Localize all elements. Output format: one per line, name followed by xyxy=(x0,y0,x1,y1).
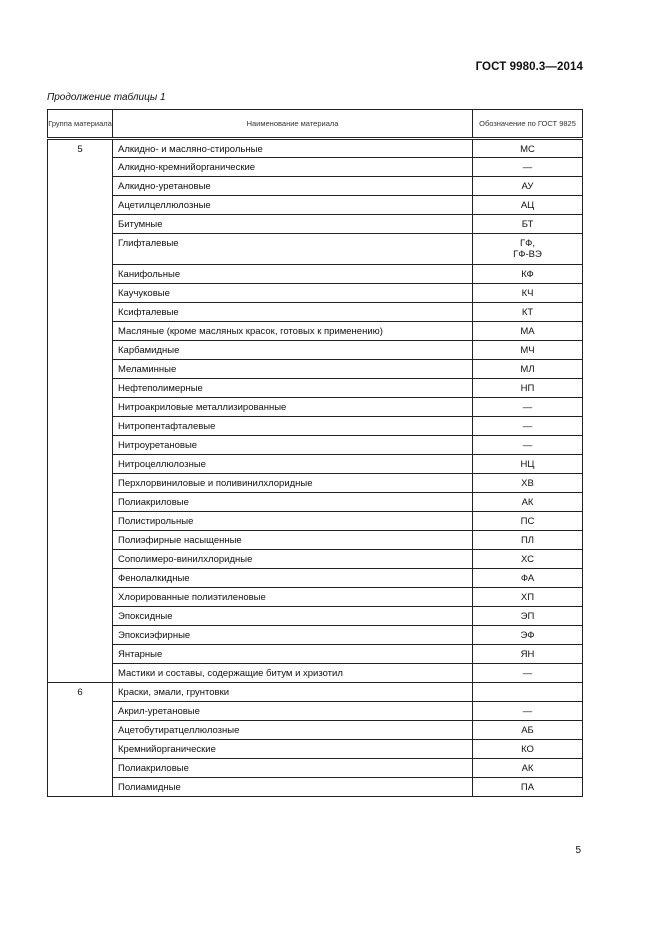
table-row xyxy=(48,626,583,645)
material-name-cell: Полиакриловые xyxy=(113,493,473,512)
table-row xyxy=(48,721,583,740)
table-row xyxy=(48,512,583,531)
designation-cell: ЭФ xyxy=(473,626,583,645)
designation-cell: НП xyxy=(473,379,583,398)
designation-cell: — xyxy=(473,417,583,436)
designation-cell: КТ xyxy=(473,303,583,322)
table-row xyxy=(48,531,583,550)
designation-cell: ПА xyxy=(473,778,583,797)
material-name-cell: Акрил-уретановые xyxy=(113,702,473,721)
table-row xyxy=(48,265,583,284)
material-name-cell: Глифталевые xyxy=(113,234,473,265)
table-row xyxy=(48,493,583,512)
table-row xyxy=(48,379,583,398)
material-name-cell: Полиэфирные насыщенные xyxy=(113,531,473,550)
material-name-cell: Хлорированные полиэтиленовые xyxy=(113,588,473,607)
document-code: ГОСТ 9980.3—2014 xyxy=(475,61,583,73)
column-header-code: Обозначение по ГОСТ 9825 xyxy=(473,110,583,139)
table-row xyxy=(48,360,583,379)
table-row xyxy=(48,398,583,417)
designation-cell: КО xyxy=(473,740,583,759)
column-header-name: Наименование материала xyxy=(113,110,473,139)
designation-cell: ЭП xyxy=(473,607,583,626)
material-name-cell: Канифольные xyxy=(113,265,473,284)
material-name-cell: Ацетобутиратцеллюлозные xyxy=(113,721,473,740)
table-row xyxy=(48,683,583,702)
material-name-cell: Перхлорвиниловые и поливинилхлоридные xyxy=(113,474,473,493)
table-row xyxy=(48,196,583,215)
table-row xyxy=(48,778,583,797)
material-name-cell: Битумные xyxy=(113,215,473,234)
designation-cell: КФ xyxy=(473,265,583,284)
table-row xyxy=(48,177,583,196)
material-name-cell: Меламинные xyxy=(113,360,473,379)
material-name-cell: Алкидно- и масляно-стирольные xyxy=(113,139,473,158)
designation-cell: МА xyxy=(473,322,583,341)
material-name-cell: Нитропентафталевые xyxy=(113,417,473,436)
material-name-cell: Полистирольные xyxy=(113,512,473,531)
designation-cell: ЯН xyxy=(473,645,583,664)
designation-cell: ПЛ xyxy=(473,531,583,550)
table-row xyxy=(48,550,583,569)
material-name-cell: Мастики и составы, содержащие битум и хризотил xyxy=(113,664,473,683)
table-row xyxy=(48,759,583,778)
material-name-cell: Полиамидные xyxy=(113,778,473,797)
table-row xyxy=(48,284,583,303)
table-row xyxy=(48,436,583,455)
table-row xyxy=(48,740,583,759)
designation-cell: АК xyxy=(473,493,583,512)
designation-cell: — xyxy=(473,398,583,417)
material-name-cell: Эпоксиэфирные xyxy=(113,626,473,645)
table-row xyxy=(48,303,583,322)
material-name-cell: Янтарные xyxy=(113,645,473,664)
designation-cell: МЧ xyxy=(473,341,583,360)
material-name-cell: Нитроакриловые металлизированные xyxy=(113,398,473,417)
material-name-cell: Ксифталевые xyxy=(113,303,473,322)
designation-line: ГФ-ВЭ xyxy=(513,249,542,260)
material-name-cell: Алкидно-кремнийорганические xyxy=(113,158,473,177)
material-name-cell: Сополимеро-винилхлоридные xyxy=(113,550,473,569)
designation-cell: АБ xyxy=(473,721,583,740)
table-row xyxy=(48,341,583,360)
designation-cell: АК xyxy=(473,759,583,778)
material-name-cell: Фенолалкидные xyxy=(113,569,473,588)
designation-cell xyxy=(473,234,583,265)
material-name-cell: Нефтеполимерные xyxy=(113,379,473,398)
material-name-cell: Нитроцеллюлозные xyxy=(113,455,473,474)
designation-cell: АУ xyxy=(473,177,583,196)
designation-cell: МС xyxy=(473,139,583,158)
table-row xyxy=(48,234,583,265)
column-header-group: Группа материала xyxy=(48,110,113,139)
designation-cell: ХС xyxy=(473,550,583,569)
table-row xyxy=(48,607,583,626)
material-name-cell: Алкидно-уретановые xyxy=(113,177,473,196)
table-row xyxy=(48,455,583,474)
table-caption: Продолжение таблицы 1 xyxy=(47,92,166,103)
designation-cell: ФА xyxy=(473,569,583,588)
table-row xyxy=(48,215,583,234)
designation-cell: КЧ xyxy=(473,284,583,303)
material-name-cell: Карбамидные xyxy=(113,341,473,360)
material-name-cell: Нитроуретановые xyxy=(113,436,473,455)
designation-cell: — xyxy=(473,158,583,177)
material-name-cell: Масляные (кроме масляных красок, готовых к применению) xyxy=(113,322,473,341)
material-name-cell: Каучуковые xyxy=(113,284,473,303)
designation-cell: ХП xyxy=(473,588,583,607)
table-row xyxy=(48,139,583,158)
table-header-row xyxy=(48,110,583,139)
table-row xyxy=(48,702,583,721)
material-name-cell: Кремнийорганические xyxy=(113,740,473,759)
table-row xyxy=(48,569,583,588)
material-name-cell: Эпоксидные xyxy=(113,607,473,626)
group-cell: 6 xyxy=(48,683,113,797)
material-name-cell: Полиакриловые xyxy=(113,759,473,778)
designation-cell: БТ xyxy=(473,215,583,234)
designation-line: ГФ, xyxy=(519,238,535,249)
designation-cell xyxy=(473,683,583,702)
designation-cell: — xyxy=(473,664,583,683)
designation-cell: — xyxy=(473,702,583,721)
group-cell: 5 xyxy=(48,139,113,683)
table-row xyxy=(48,664,583,683)
table-row xyxy=(48,417,583,436)
designation-cell: НЦ xyxy=(473,455,583,474)
designation-cell: ХВ xyxy=(473,474,583,493)
designation-cell: — xyxy=(473,436,583,455)
materials-table xyxy=(47,109,583,797)
table-row xyxy=(48,588,583,607)
table-row xyxy=(48,474,583,493)
designation-cell: МЛ xyxy=(473,360,583,379)
material-name-cell: Краски, эмали, грунтовки xyxy=(113,683,473,702)
table-row xyxy=(48,322,583,341)
designation-cell: ПС xyxy=(473,512,583,531)
table-row xyxy=(48,158,583,177)
table-row xyxy=(48,645,583,664)
page-number: 5 xyxy=(575,845,581,856)
designation-cell: АЦ xyxy=(473,196,583,215)
material-name-cell: Ацетилцеллюлозные xyxy=(113,196,473,215)
